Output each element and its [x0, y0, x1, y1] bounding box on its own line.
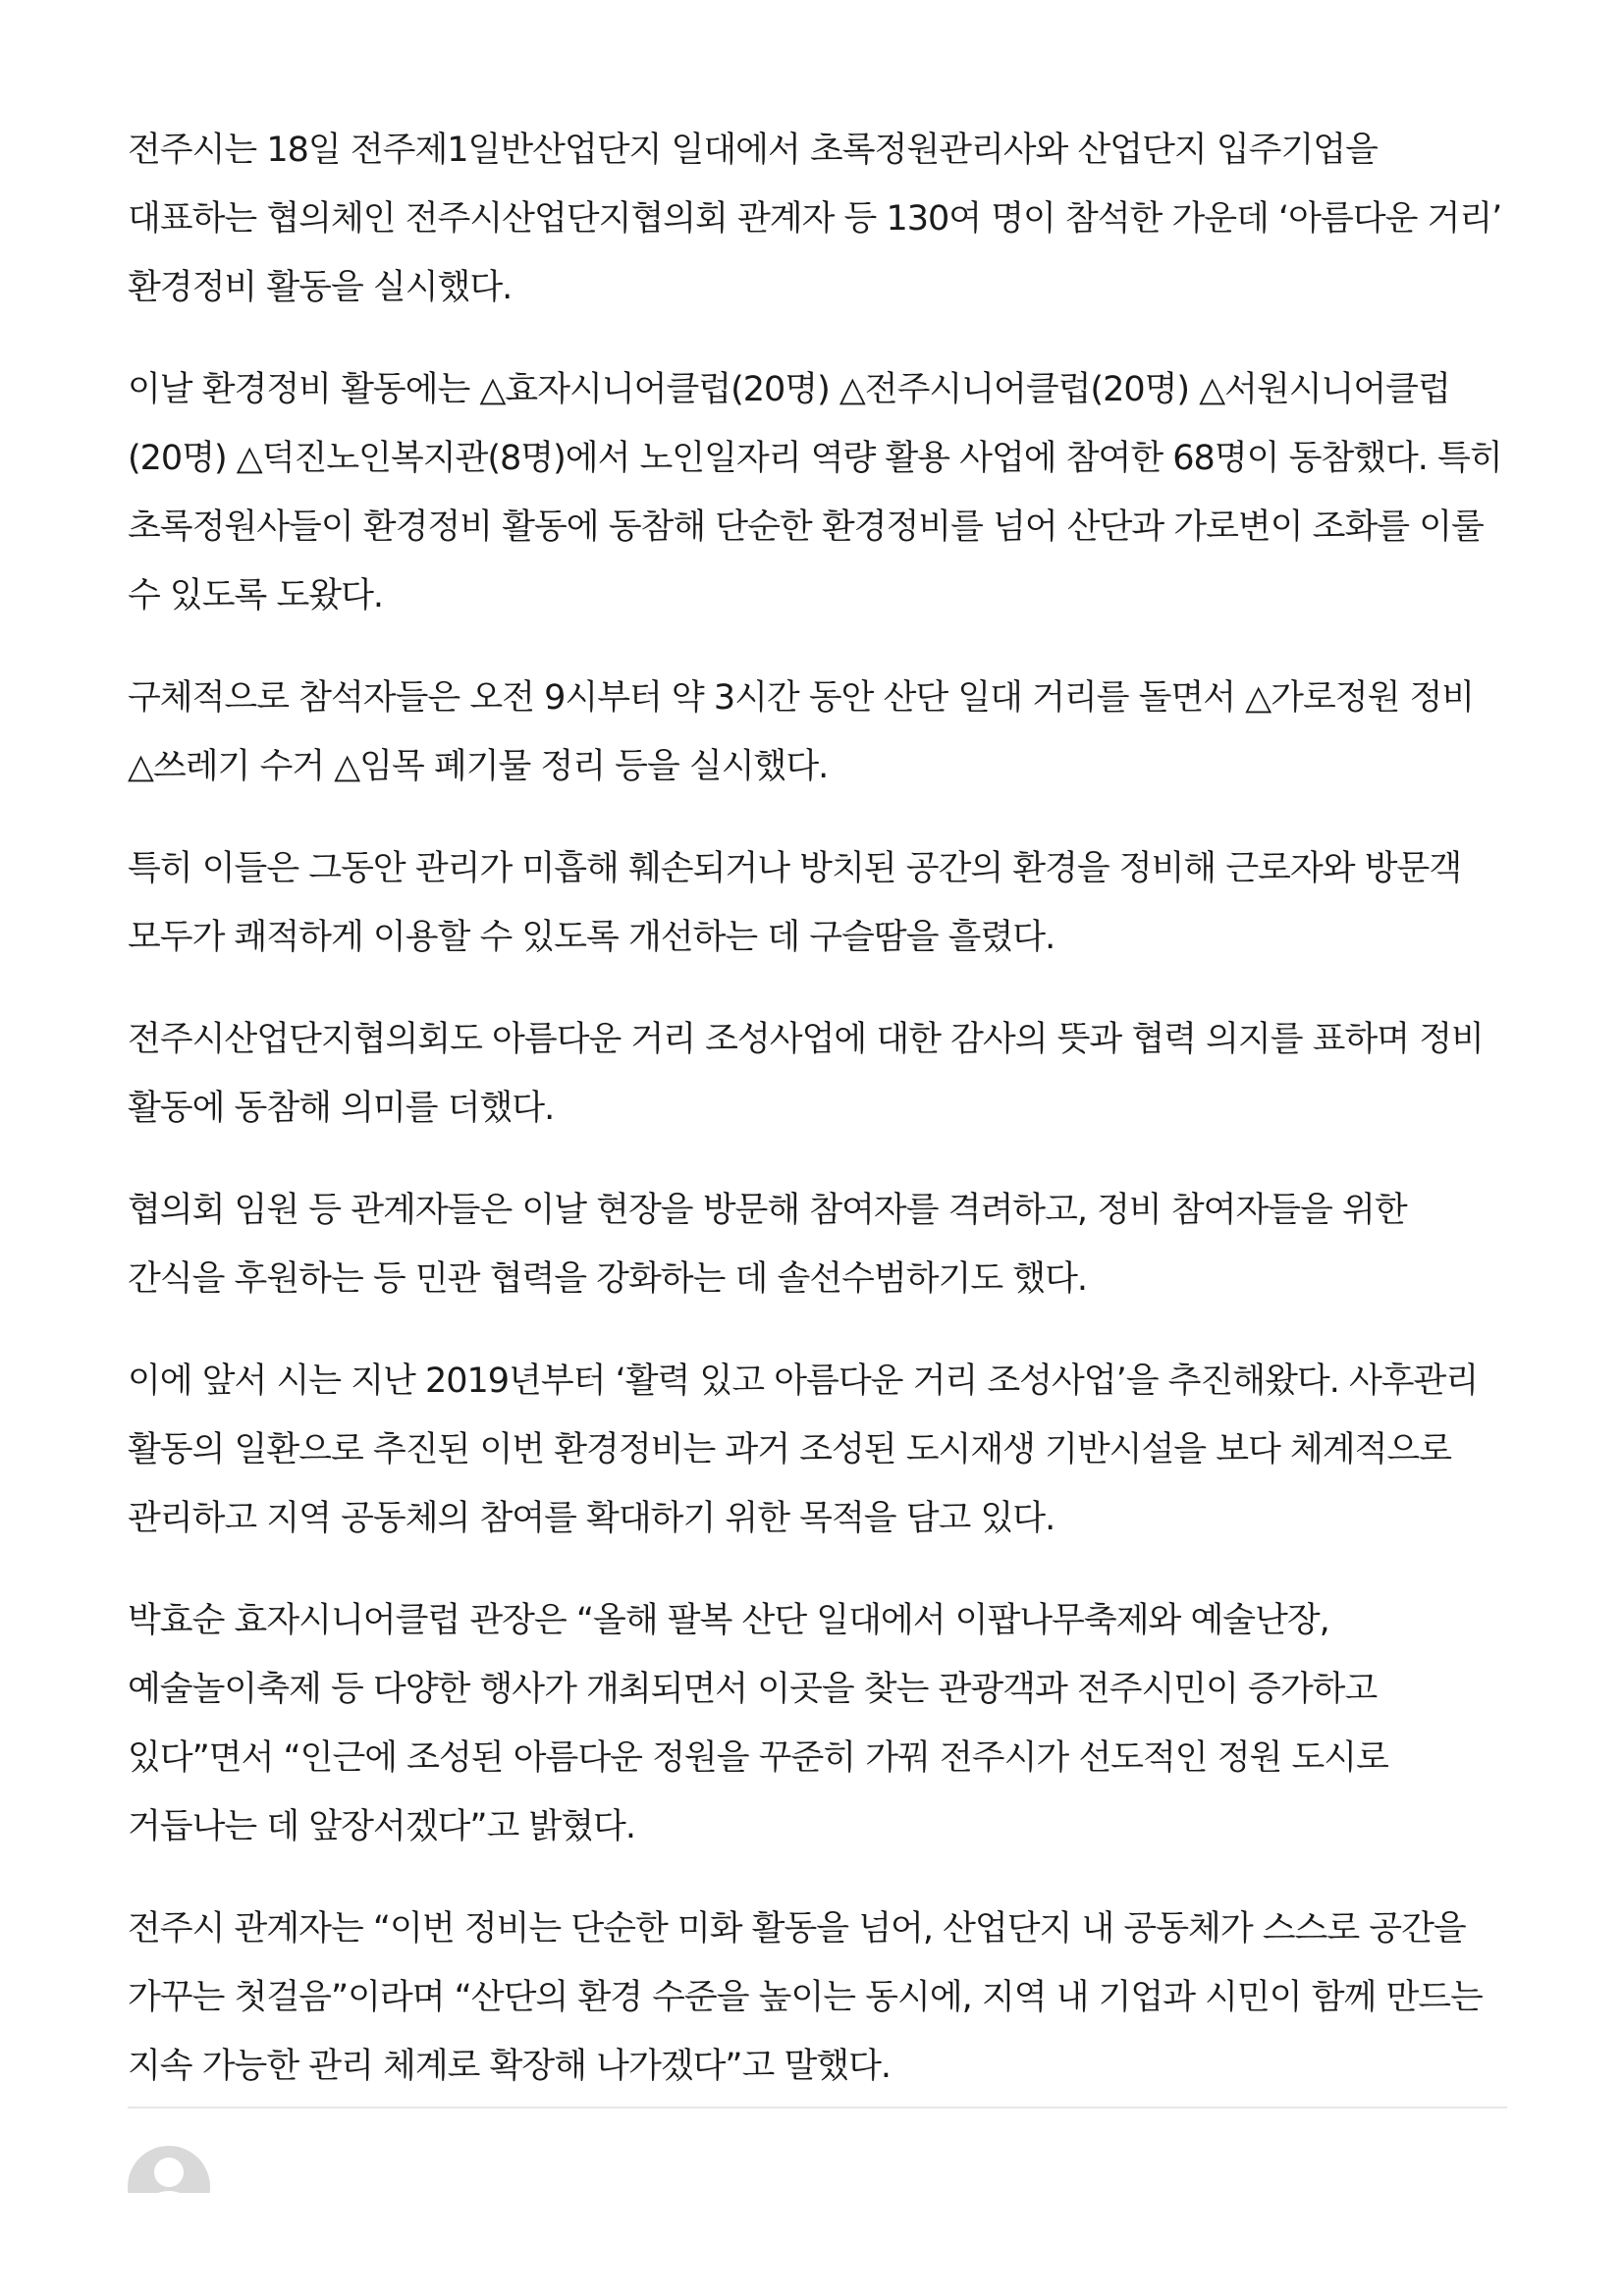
article-paragraph: 박효순 효자시니어클럽 관장은 “올해 팔복 산단 일대에서 이팝나무축제와 예술난장, 예술놀이축제 등 다양한 행사가 개최되면서 이곳을 찾는 관광객과 전주시민이 증가하고 있다”면서 “인근에 조성된 아름다운 정원을 꾸준히 가꿔 전주시가 선도적인 정원 도시로 거듭나는 데 앞장서겠다”고 밝혔다. [128, 1601, 1388, 1846]
user-avatar-icon [128, 2146, 210, 2193]
article-paragraph: 전주시는 18일 전주제1일반산업단지 일대에서 초록정원관리사와 산업단지 입주기업을 대표하는 협의체인 전주시산업단지협의회 관계자 등 130여 명이 참석한 가운데 ‘아름다운 거리’ 환경정비 활동을 실시했다. [128, 131, 1502, 307]
article-paragraph: 전주시산업단지협의회도 아름다운 거리 조성사업에 대한 감사의 뜻과 협력 의지를 표하며 정비 활동에 동참해 의미를 더했다. [128, 1020, 1484, 1128]
avatar-head-shape [154, 2158, 184, 2187]
article-paragraph: 이에 앞서 시는 지난 2019년부터 ‘활력 있고 아름다운 거리 조성사업’을 추진해왔다. 사후관리 활동의 일환으로 추진된 이번 환경정비는 과거 조성된 도시재생 기반시설을 보다 체계적으로 관리하고 지역 공동체의 참여를 확대하기 위한 목적을 담고 있다. [128, 1362, 1479, 1538]
article-paragraph: 특히 이들은 그동안 관리가 미흡해 훼손되거나 방치된 공간의 환경을 정비해 근로자와 방문객 모두가 쾌적하게 이용할 수 있도록 개선하는 데 구슬땀을 흘렸다. [128, 849, 1462, 957]
article-body [128, 116, 1507, 2134]
article-paragraph: 구체적으로 참석자들은 오전 9시부터 약 3시간 동안 산단 일대 거리를 돌면서 △가로정원 정비 △쓰레기 수거 △임목 폐기물 정리 등을 실시했다. [128, 678, 1475, 786]
section-divider [128, 2107, 1507, 2109]
author-avatar[interactable] [128, 2146, 210, 2193]
article-paragraph: 이날 환경정비 활동에는 △효자시니어클럽(20명) △전주시니어클럽(20명) △서원시니어클럽(20명) △덕진노인복지관(8명)에서 노인일자리 역량 활용 사업에 참여한 68명이 동참했다. 특히 초록정원사들이 환경정비 활동에 동참해 단순한 환경정비를 넘어 산단과 가로변이 조화를 이룰 수 있도록 도왔다. [128, 370, 1502, 615]
article-paragraph: 전주시 관계자는 “이번 정비는 단순한 미화 활동을 넘어, 산업단지 내 공동체가 스스로 공간을 가꾸는 첫걸음”이라며 “산단의 환경 수준을 높이는 동시에, 지역 내 기업과 시민이 함께 만드는 지속 가능한 관리 체계로 확장해 나가겠다”고 말했다. [128, 1909, 1483, 2086]
article-paragraph: 협의회 임원 등 관계자들은 이날 현장을 방문해 참여자를 격려하고, 정비 참여자들을 위한 간식을 후원하는 등 민관 협력을 강화하는 데 솔선수범하기도 했다. [128, 1191, 1407, 1299]
avatar-body-shape [141, 2191, 196, 2193]
